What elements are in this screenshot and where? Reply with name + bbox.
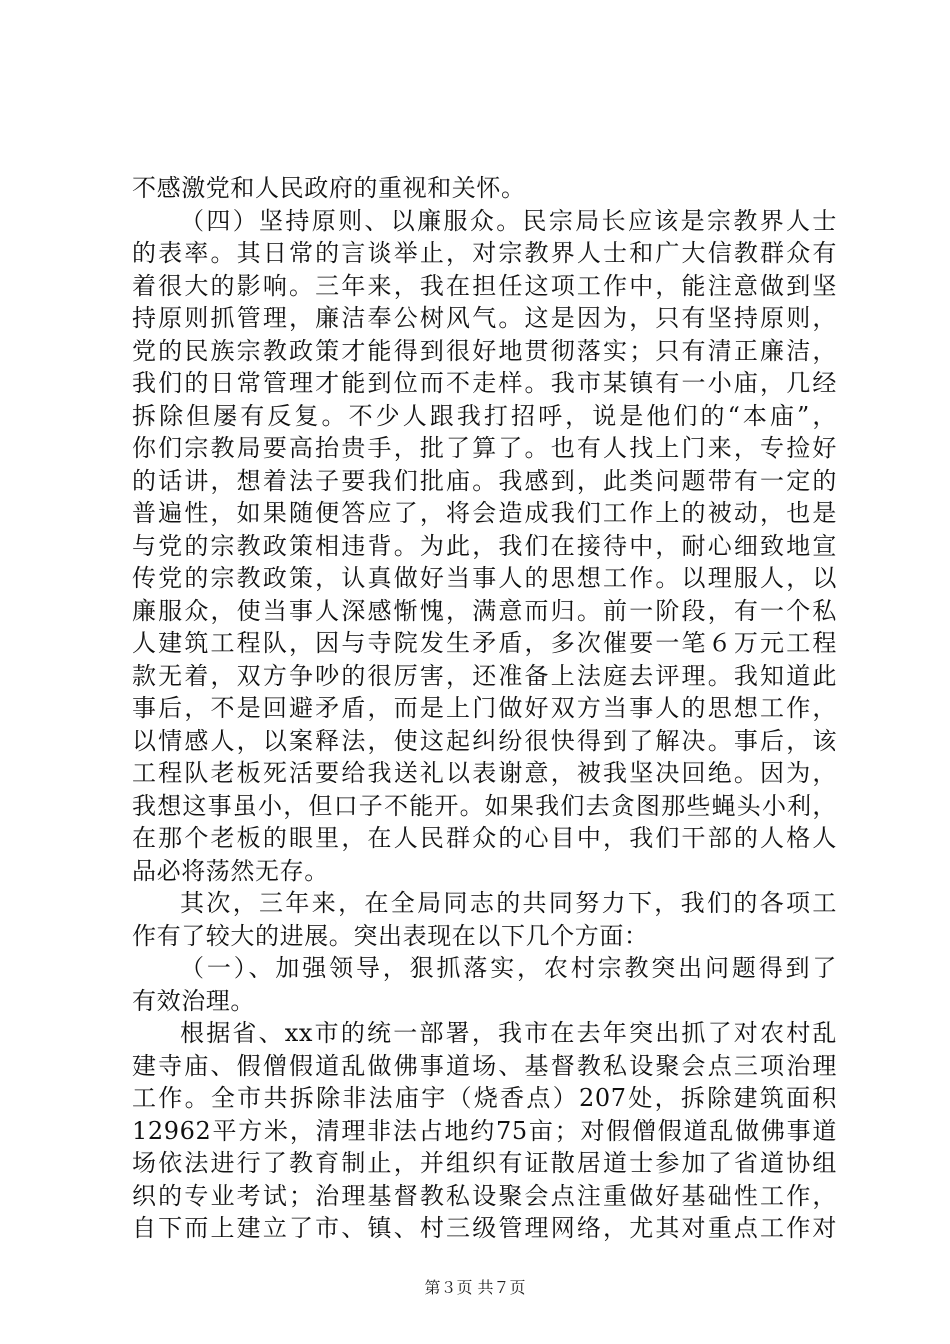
text-line: 你们宗教局要高抬贵手，批了算了。也有人找上门来，专捡好 [132,434,837,462]
text-line: 建寺庙、假僧假道乱做佛事道场、基督教私设聚会点三项治理 [132,1051,837,1080]
text-line: 的表率。其日常的言谈举止，对宗教界人士和广大信教群众有 [132,239,837,267]
text-line: 作有了较大的进展。突出表现在以下几个方面： [132,921,649,950]
body-text [132,172,837,1245]
text-line: 其次，三年来，在全局同志的共同努力下，我们的各项工 [180,889,837,917]
text-line: 着很大的影响。三年来，我在担任这项工作中，能注意做到坚 [132,271,837,300]
text-line: 自下而上建立了市、镇、村三级管理网络，尤其对重点工作对 [132,1214,837,1242]
text-line: 织的专业考试；治理基督教私设聚会点注重做好基础性工作， [132,1181,837,1210]
text-line: 持原则抓管理，廉洁奉公树风气。这是因为，只有坚持原则， [132,304,837,332]
text-line: 廉服众，使当事人深感惭愧，满意而归。前一阶段，有一个私 [132,596,837,625]
text-line: 我们的日常管理才能到位而不走样。我市某镇有一小庙，几经 [132,369,837,397]
text-line: 根据省、xx市的统一部署，我市在去年突出抓了对农村乱 [180,1019,837,1047]
text-line: 的话讲，想着法子要我们批庙。我感到，此类问题带有一定的 [132,466,837,495]
text-line: 在那个老板的眼里，在人民群众的心目中，我们干部的人格人 [132,824,837,852]
text-line: （四）坚持原则、以廉服众。民宗局长应该是宗教界人士 [180,206,837,235]
text-line: 有效治理。 [132,986,255,1015]
text-line: 事后，不是回避矛盾，而是上门做好双方当事人的思想工作， [132,694,837,722]
text-line: 党的民族宗教政策才能得到很好地贯彻落实；只有清正廉洁， [132,336,837,365]
text-line: （一）、加强领导，狠抓落实，农村宗教突出问题得到了 [180,954,837,982]
page-footer: 第３页 共７页 [424,1278,526,1297]
text-line: 以情感人，以案释法，使这起纠纷很快得到了解决。事后，该 [132,726,837,755]
text-line: 人建筑工程队，因与寺院发生矛盾，多次催要一笔６万元工程 [132,629,837,657]
text-line: 与党的宗教政策相违背。为此，我们在接待中，耐心细致地宣 [132,531,837,560]
text-line: 12962平方米，清理非法占地约75亩；对假僧假道乱做佛事道 [132,1116,837,1145]
text-line: 品必将荡然无存。 [132,856,329,885]
text-line: 场依法进行了教育制止，并组织有证散居道士参加了省道协组 [132,1149,837,1177]
text-line: 工作。全市共拆除非法庙宇（烧香点）207处，拆除建筑面积 [132,1084,837,1112]
text-line: 普遍性，如果随便答应了，将会造成我们工作上的被动，也是 [132,499,837,527]
text-line: 拆除但屡有反复。不少人跟我打招呼，说是他们的“本庙”， [132,401,837,430]
text-line: 传党的宗教政策，认真做好当事人的思想工作。以理服人，以 [132,564,837,592]
text-line: 款无着，双方争吵的很厉害，还准备上法庭去评理。我知道此 [132,661,837,690]
text-line: 工程队老板死活要给我送礼以表谢意，被我坚决回绝。因为， [132,759,837,787]
text-line: 我想这事虽小，但口子不能开。如果我们去贪图那些蝇头小利， [132,791,837,820]
text-line: 不感激党和人民政府的重视和关怀。 [132,174,526,202]
